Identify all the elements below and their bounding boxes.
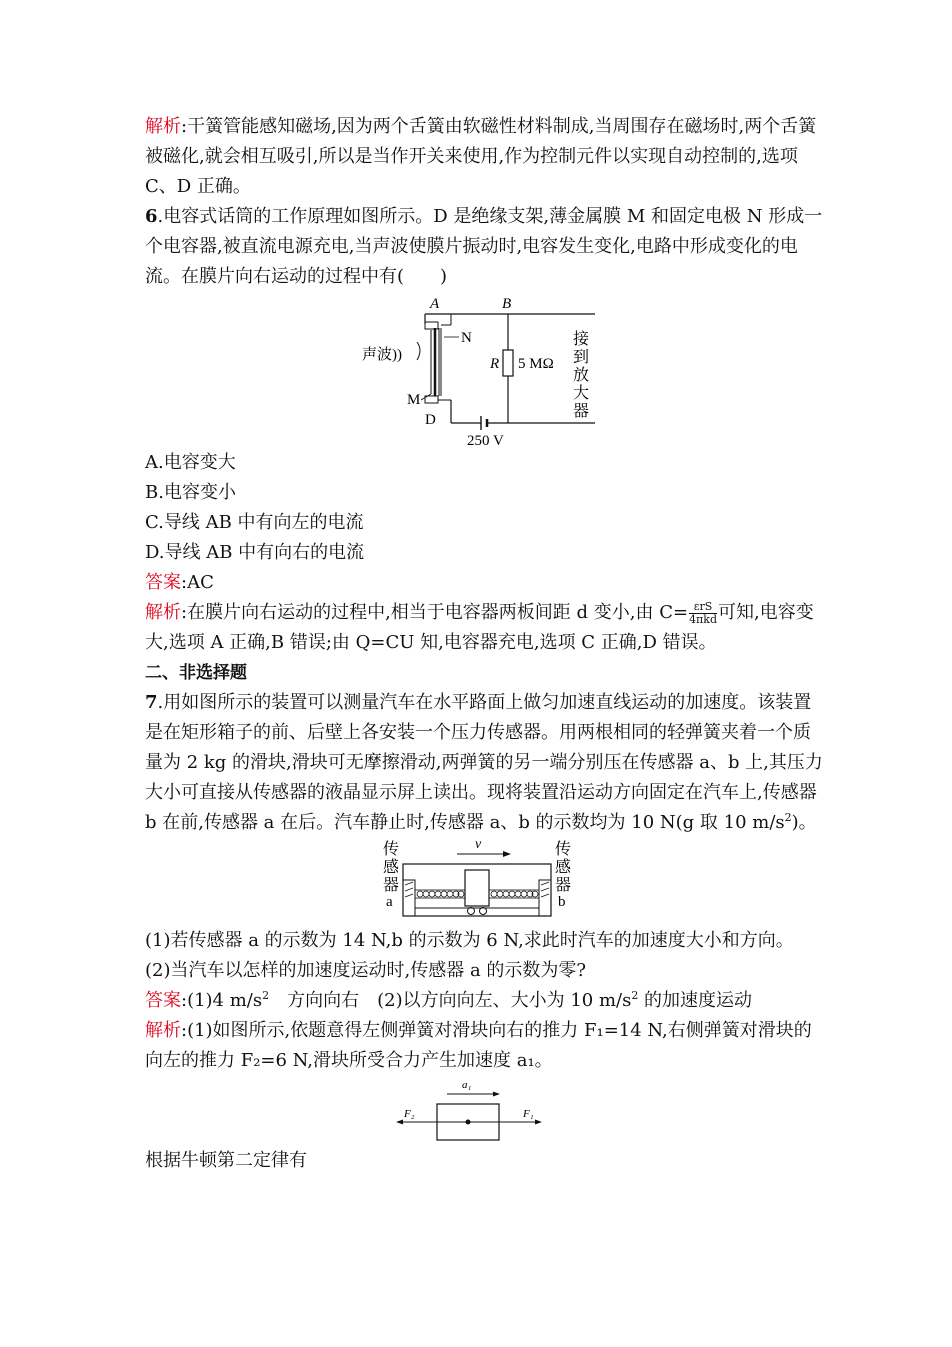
- answer-label: 答案: [145, 572, 181, 593]
- label-m: M: [407, 392, 421, 408]
- answer-sup-2: 2: [631, 989, 639, 1002]
- answer-text-2: 方向向右 (2)以方向向左、大小为 10 m/s: [269, 990, 632, 1011]
- resistor-value: 5 MΩ: [518, 356, 554, 372]
- left-sensor-char-3: 器: [383, 877, 400, 894]
- answer-text-3: 的加速度运动: [638, 990, 753, 1011]
- answer-sup-1: 2: [262, 989, 270, 1002]
- analysis-text: :(1)如图所示,依题意得左侧弹簧对滑块向右的推力 F₁=14 N,右侧弹簧对滑块的向左的推力 F₂=6 N,滑块所受合力产生加速度 a₁。: [145, 1020, 812, 1071]
- analysis-label: 解析: [145, 602, 181, 623]
- question-number: 6: [145, 206, 158, 227]
- option-c: C.导线 AB 中有向左的电流: [145, 512, 364, 533]
- label-b: B: [502, 296, 512, 312]
- question-text-end: )。: [791, 812, 817, 833]
- label-a: A: [430, 296, 440, 312]
- right-sensor-letter: b: [558, 894, 566, 910]
- force-diagram: [145, 1076, 825, 1146]
- answer-text: :AC: [181, 572, 214, 593]
- output-char-1: 接: [573, 331, 590, 348]
- q6-analysis: [145, 598, 825, 658]
- question-number: 7: [145, 692, 158, 713]
- answer-text-1: :(1)4 m/s: [181, 990, 263, 1011]
- page-content: [145, 112, 825, 1176]
- right-sensor-char-3: 器: [555, 877, 572, 894]
- left-sensor-letter: a: [386, 894, 393, 910]
- q5-analysis: [145, 112, 825, 202]
- fraction-denominator: 4πkd: [689, 612, 717, 626]
- question-7-stem: [145, 688, 825, 838]
- option-d: D.导线 AB 中有向右的电流: [145, 542, 365, 563]
- right-sensor-char-1: 传: [555, 841, 572, 858]
- analysis-text-1: :在膜片向右运动的过程中,相当于电容器两板间距 d 变小,由 C=: [181, 602, 689, 623]
- sensor-diagram: [145, 838, 825, 926]
- force-diagram-figure: [145, 1076, 825, 1146]
- question-text: .用如图所示的装置可以测量汽车在水平路面上做匀加速直线运动的加速度。该装置是在矩形箱子的前、后壁上各安装一个压力传感器。用两根相同的轻弹簧夹着一个质量为 2 kg 的滑块,滑块可无摩擦滑动,两弹簧的另一端分别压在传感器 a、b 上,其压力大小可直接从传感器的液晶显示屏上读出。现将装置沿运动方向固定在汽车上,传感器 b 在前,传感器 a 在后。汽车静止时,传感器 a、b 的示数均为 10 N(g 取 10 m/s: [145, 692, 823, 833]
- section-heading: 二、非选择题: [145, 663, 247, 683]
- left-sensor-char-1: 传: [383, 841, 400, 858]
- force-f2-label: F₂: [404, 1108, 415, 1120]
- question-text: .电容式话筒的工作原理如图所示。D 是绝缘支架,薄金属膜 M 和固定电极 N 形成一个电容器,被直流电源充电,当声波使膜片振动时,电容发生变化,电路中形成变化的电流。在膜片向右运动的过程中有( ): [145, 206, 823, 287]
- force-f1-label: F₁: [523, 1108, 534, 1120]
- capacitor-mic-figure: [145, 292, 825, 448]
- accel-label: a₁: [462, 1079, 472, 1091]
- sound-label: 声波)): [362, 347, 402, 363]
- answer-label: 答案: [145, 990, 181, 1011]
- fraction-numerator: εrS: [689, 601, 717, 614]
- analysis-label: 解析: [145, 116, 181, 137]
- q7-analysis: [145, 1016, 825, 1076]
- analysis-label: 解析: [145, 1020, 181, 1041]
- q6-answer: [145, 568, 825, 598]
- battery-label: 250 V: [467, 433, 504, 448]
- label-d: D: [425, 412, 436, 428]
- output-char-3: 放: [573, 367, 590, 384]
- output-char-5: 器: [573, 403, 590, 420]
- question-6-stem: [145, 202, 825, 292]
- analysis-text: :干簧管能感知磁场,因为两个舌簧由软磁性材料制成,当周围存在磁场时,两个舌簧被磁化,就会相互吸引,所以是当作开关来使用,作为控制元件以实现自动控制的,选项 C、D 正确。: [145, 116, 817, 197]
- output-char-4: 大: [573, 385, 590, 402]
- superscript: 2: [784, 811, 792, 824]
- circuit-diagram: [145, 292, 825, 448]
- q7-answer: [145, 986, 825, 1016]
- capacitance-fraction: [689, 601, 717, 626]
- analysis-text-2: 可知,电容变大,选项 A 正确,B 错误;由 Q=CU 知,电容器充电,选项 C 正确,D 错误。: [145, 602, 814, 653]
- resistor-label: R: [490, 356, 500, 372]
- option-a: A.电容变大: [145, 452, 236, 473]
- q7-sub2: (2)当汽车以怎样的加速度运动时,传感器 a 的示数为零?: [145, 960, 587, 981]
- newton-law-line: 根据牛顿第二定律有: [145, 1150, 307, 1171]
- output-char-2: 到: [573, 349, 590, 366]
- velocity-label: v: [475, 838, 482, 852]
- right-sensor-char-2: 感: [555, 859, 572, 876]
- left-sensor-char-2: 感: [383, 859, 400, 876]
- sensor-device-figure: [145, 838, 825, 926]
- label-n: N: [461, 330, 472, 346]
- option-b: B.电容变小: [145, 482, 236, 503]
- q7-sub1: (1)若传感器 a 的示数为 14 N,b 的示数为 6 N,求此时汽车的加速度大小和方向。: [145, 930, 794, 951]
